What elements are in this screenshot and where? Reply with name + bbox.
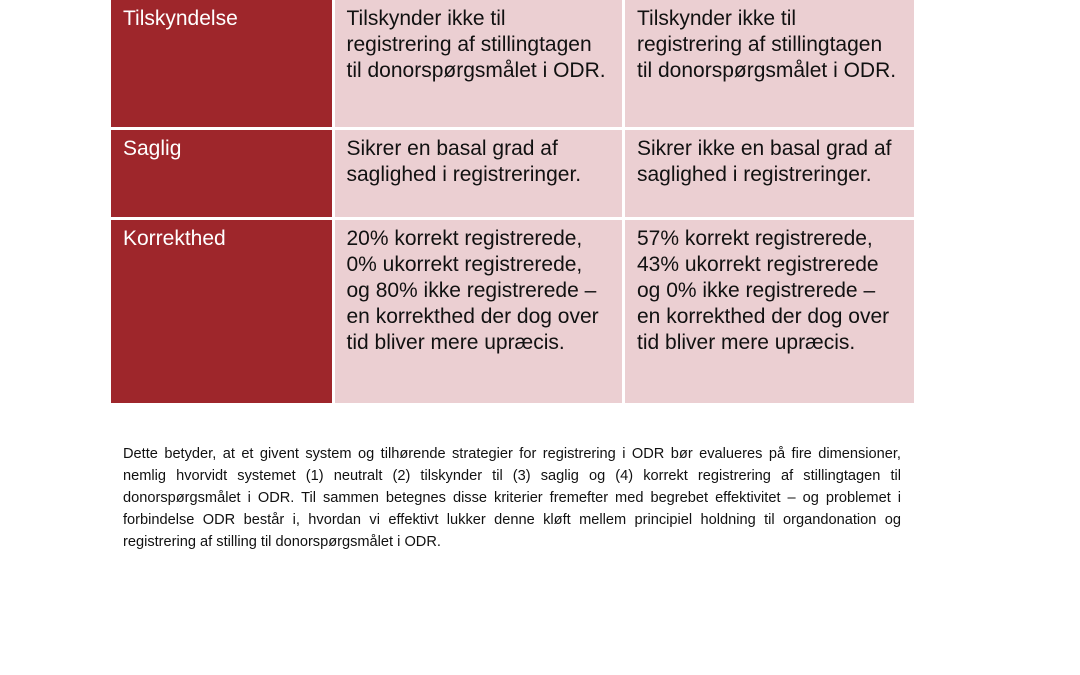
table-cell: 57% korrekt registrerede, 43% ukorrekt registrerede og 0% ikke registrerede – en korrekthed der dog over tid bliver mere upræcis. <box>624 218 915 403</box>
table-row <box>111 128 914 218</box>
table-row <box>111 218 914 403</box>
row-label-tilskyndelse: Tilskyndelse <box>111 0 333 128</box>
table-cell: Sikrer ikke en basal grad af saglighed i registreringer. <box>624 128 915 218</box>
table-row <box>111 0 914 128</box>
row-label-saglig: Saglig <box>111 128 333 218</box>
criteria-table <box>111 0 914 403</box>
table-cell: Sikrer en basal grad af saglighed i registreringer. <box>333 128 624 218</box>
table-cell: 20% korrekt registrerede, 0% ukorrekt registrerede, og 80% ikke registrerede – en korrekthed der dog over tid bliver mere upræcis. <box>333 218 624 403</box>
row-label-korrekthed: Korrekthed <box>111 218 333 403</box>
table-cell: Tilskynder ikke til registrering af stillingtagen til donorspørgsmålet i ODR. <box>333 0 624 128</box>
table-cell: Tilskynder ikke til registrering af stillingtagen til donorspørgsmålet i ODR. <box>624 0 915 128</box>
body-paragraph: Dette betyder, at et givent system og tilhørende strategier for registrering i ODR bør evalueres på fire dimensioner, nemlig hvorvidt systemet (1) neutralt (2) tilskynder til (3) saglig og (4) korrekt registrering af stillingtagen til donorspørgsmålet i ODR. Til sammen betegnes disse kriterier fremefter med begrebet effektivitet – og problemet i forbindelse ODR består i, hvordan vi effektivt lukker denne kløft mellem principiel holdning til organdonation og registrering af stilling til donorspørgsmålet i ODR. <box>123 446 901 550</box>
